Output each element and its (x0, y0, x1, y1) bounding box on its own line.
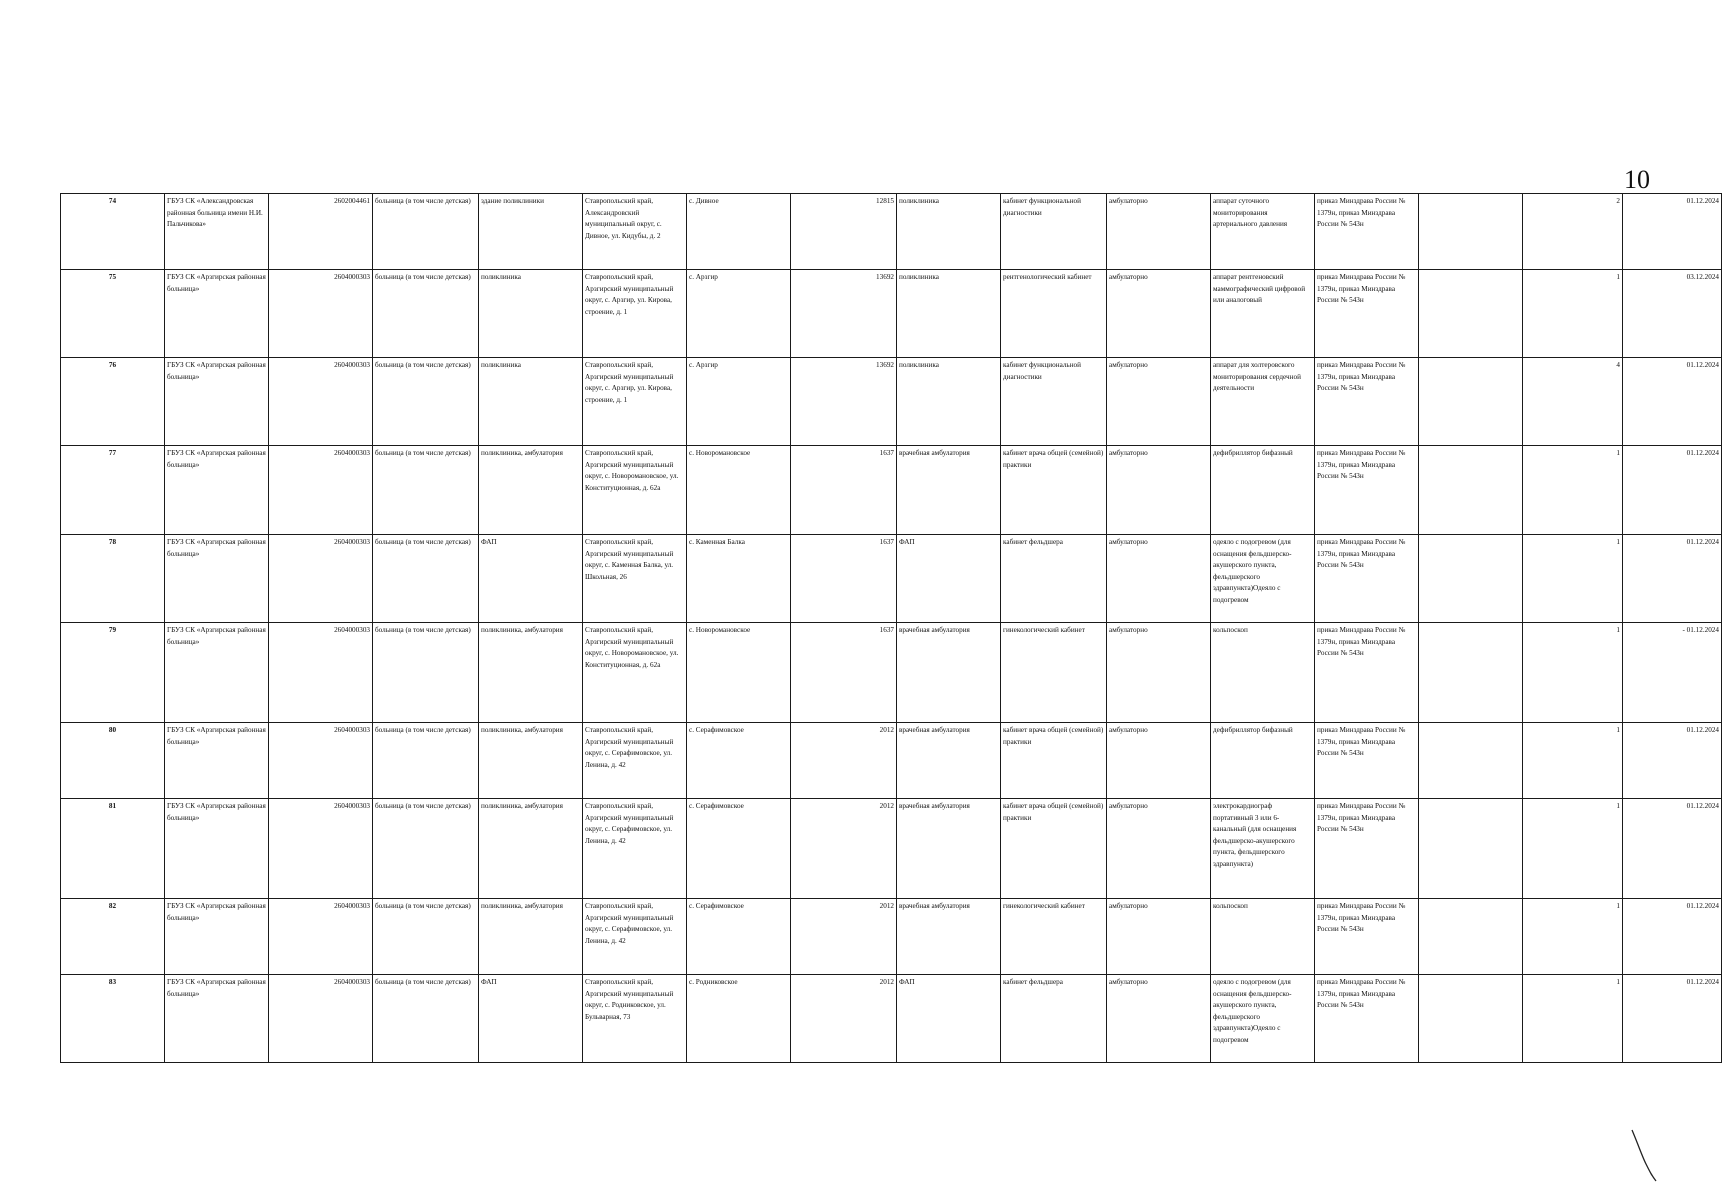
cell-address: Ставропольский край, Арзгирский муниципальный округ, с. Арзгир, ул. Кирова, строение, д. 1 (583, 358, 687, 446)
cell-division: поликлиника (897, 194, 1001, 270)
cell-inn: 2604000303 (269, 270, 373, 358)
cell-equipment: аппарат рентгеновский маммографический цифровой или аналоговый (1211, 270, 1315, 358)
cell-quantity: 4 (1523, 358, 1623, 446)
table-row (61, 623, 1722, 723)
cell-condition: амбулаторно (1107, 899, 1211, 975)
cell-org-type: больница (в том числе детская) (373, 446, 479, 535)
cell-population: 2012 (791, 899, 897, 975)
equipment-register-table (60, 193, 1722, 1063)
cell-organization: ГБУЗ СК «Арзгирская районная больница» (165, 270, 269, 358)
cell-population: 13692 (791, 358, 897, 446)
cell-quantity: 1 (1523, 899, 1623, 975)
cell-condition: амбулаторно (1107, 975, 1211, 1063)
cell-equipment: кольпоскоп (1211, 623, 1315, 723)
cell-blank (1419, 446, 1523, 535)
cell-address: Ставропольский край, Арзгирский муниципальный округ, с. Новоромановское, ул. Конституционная, д. 62а (583, 623, 687, 723)
cell-number: 75 (61, 270, 165, 358)
cell-condition: амбулаторно (1107, 723, 1211, 799)
cell-locality: с. Серафимовское (687, 723, 791, 799)
cell-order: приказ Минздрава России № 1379н, приказ Минздрава России № 543н (1315, 799, 1419, 899)
cell-address: Ставропольский край, Арзгирский муниципальный округ, с. Арзгир, ул. Кирова, строение, д. 1 (583, 270, 687, 358)
cell-number: 79 (61, 623, 165, 723)
cell-blank (1419, 799, 1523, 899)
cell-address: Ставропольский край, Арзгирский муниципальный округ, с. Серафимовское, ул. Ленина, д. 42 (583, 799, 687, 899)
cell-division: поликлиника (897, 270, 1001, 358)
cell-locality: с. Каменная Балка (687, 535, 791, 623)
cell-inn: 2604000303 (269, 723, 373, 799)
cell-equipment: дефибриллятор бифазный (1211, 723, 1315, 799)
cell-inn: 2604000303 (269, 358, 373, 446)
cell-division: врачебная амбулатория (897, 799, 1001, 899)
cell-order: приказ Минздрава России № 1379н, приказ Минздрава России № 543н (1315, 535, 1419, 623)
cell-organization: ГБУЗ СК «Арзгирская районная больница» (165, 899, 269, 975)
cell-organization: ГБУЗ СК «Александровская районная больница имени Н.И. Пальчикова» (165, 194, 269, 270)
cell-cabinet: кабинет функциональной диагностики (1001, 194, 1107, 270)
cell-condition: амбулаторно (1107, 799, 1211, 899)
cell-division: врачебная амбулатория (897, 723, 1001, 799)
cell-quantity: 1 (1523, 799, 1623, 899)
table-row (61, 270, 1722, 358)
cell-org-type: больница (в том числе детская) (373, 723, 479, 799)
cell-quantity: 1 (1523, 446, 1623, 535)
cell-unit: поликлиника, амбулатория (479, 723, 583, 799)
cell-order: приказ Минздрава России № 1379н, приказ Минздрава России № 543н (1315, 358, 1419, 446)
cell-equipment: аппарат суточного мониторирования артериального давления (1211, 194, 1315, 270)
cell-organization: ГБУЗ СК «Арзгирская районная больница» (165, 723, 269, 799)
cell-unit: поликлиника (479, 270, 583, 358)
cell-inn: 2602004461 (269, 194, 373, 270)
cell-quantity: 1 (1523, 270, 1623, 358)
cell-population: 1637 (791, 623, 897, 723)
cell-address: Ставропольский край, Арзгирский муниципальный округ, с. Серафимовское, ул. Ленина, д. 42 (583, 899, 687, 975)
cell-number: 74 (61, 194, 165, 270)
cell-equipment: одеяло с подогревом (для оснащения фельдшерско-акушерского пункта, фельдшерского здравпункта)Одеяло с подогревом (1211, 975, 1315, 1063)
cell-population: 2012 (791, 723, 897, 799)
cell-unit: ФАП (479, 535, 583, 623)
table-row (61, 358, 1722, 446)
cell-condition: амбулаторно (1107, 535, 1211, 623)
cell-order: приказ Минздрава России № 1379н, приказ Минздрава России № 543н (1315, 975, 1419, 1063)
cell-order: приказ Минздрава России № 1379н, приказ Минздрава России № 543н (1315, 194, 1419, 270)
table-row (61, 446, 1722, 535)
cell-date: 01.12.2024 (1623, 446, 1722, 535)
cell-cabinet: кабинет врача общей (семейной) практики (1001, 446, 1107, 535)
cell-organization: ГБУЗ СК «Арзгирская районная больница» (165, 535, 269, 623)
cell-cabinet: рентгенологический кабинет (1001, 270, 1107, 358)
cell-population: 12815 (791, 194, 897, 270)
cell-number: 82 (61, 899, 165, 975)
cell-address: Ставропольский край, Александровский муниципальный округ, с. Дивное, ул. Кидубы, д. 2 (583, 194, 687, 270)
cell-division: врачебная амбулатория (897, 623, 1001, 723)
cell-order: приказ Минздрава России № 1379н, приказ Минздрава России № 543н (1315, 723, 1419, 799)
cell-date: 01.12.2024 (1623, 975, 1722, 1063)
cell-locality: с. Арзгир (687, 358, 791, 446)
cell-date: 01.12.2024 (1623, 535, 1722, 623)
cell-org-type: больница (в том числе детская) (373, 270, 479, 358)
cell-blank (1419, 899, 1523, 975)
cell-order: приказ Минздрава России № 1379н, приказ Минздрава России № 543н (1315, 623, 1419, 723)
cell-equipment: электрокардиограф портативный 3 или 6-канальный (для оснащения фельдшерско-акушерского пункта, фельдшерского здравпункта) (1211, 799, 1315, 899)
cell-locality: с. Новоромановское (687, 623, 791, 723)
cell-equipment: одеяло с подогревом (для оснащения фельдшерско-акушерского пункта, фельдшерского здравпункта)Одеяло с подогревом (1211, 535, 1315, 623)
cell-org-type: больница (в том числе детская) (373, 899, 479, 975)
cell-blank (1419, 723, 1523, 799)
cell-org-type: больница (в том числе детская) (373, 358, 479, 446)
cell-cabinet: кабинет врача общей (семейной) практики (1001, 723, 1107, 799)
cell-inn: 2604000303 (269, 535, 373, 623)
cell-address: Ставропольский край, Арзгирский муниципальный округ, с. Родниковское, ул. Бульварная, 73 (583, 975, 687, 1063)
page-number: 10 (1624, 165, 1650, 194)
cell-condition: амбулаторно (1107, 270, 1211, 358)
cell-locality: с. Новоромановское (687, 446, 791, 535)
cell-population: 2012 (791, 799, 897, 899)
cell-division: поликлиника (897, 358, 1001, 446)
table-row (61, 975, 1722, 1063)
cell-population: 2012 (791, 975, 897, 1063)
table-row (61, 723, 1722, 799)
cell-cabinet: гинекологический кабинет (1001, 899, 1107, 975)
cell-equipment: кольпоскоп (1211, 899, 1315, 975)
cell-inn: 2604000303 (269, 799, 373, 899)
cell-population: 1637 (791, 535, 897, 623)
cell-unit: здание поликлиники (479, 194, 583, 270)
cell-locality: с. Серафимовское (687, 799, 791, 899)
cell-inn: 2604000303 (269, 975, 373, 1063)
cell-blank (1419, 535, 1523, 623)
table-row (61, 899, 1722, 975)
cell-division: ФАП (897, 975, 1001, 1063)
cell-locality: с. Арзгир (687, 270, 791, 358)
cell-quantity: 1 (1523, 535, 1623, 623)
cell-number: 76 (61, 358, 165, 446)
cell-population: 1637 (791, 446, 897, 535)
cell-order: приказ Минздрава России № 1379н, приказ Минздрава России № 543н (1315, 270, 1419, 358)
cell-order: приказ Минздрава России № 1379н, приказ Минздрава России № 543н (1315, 446, 1419, 535)
cell-cabinet: кабинет фельдшера (1001, 535, 1107, 623)
cell-organization: ГБУЗ СК «Арзгирская районная больница» (165, 975, 269, 1063)
table-row (61, 799, 1722, 899)
cell-date: 01.12.2024 (1623, 799, 1722, 899)
cell-blank (1419, 270, 1523, 358)
cell-condition: амбулаторно (1107, 194, 1211, 270)
cell-date: 03.12.2024 (1623, 270, 1722, 358)
cell-unit: поликлиника (479, 358, 583, 446)
cell-unit: поликлиника, амбулатория (479, 623, 583, 723)
cell-inn: 2604000303 (269, 623, 373, 723)
cell-organization: ГБУЗ СК «Арзгирская районная больница» (165, 799, 269, 899)
cell-number: 80 (61, 723, 165, 799)
cell-organization: ГБУЗ СК «Арзгирская районная больница» (165, 623, 269, 723)
cell-quantity: 1 (1523, 623, 1623, 723)
cell-equipment: аппарат для холтеровского мониторирования сердечной деятельности (1211, 358, 1315, 446)
cell-number: 81 (61, 799, 165, 899)
cell-number: 77 (61, 446, 165, 535)
cell-locality: с. Родниковское (687, 975, 791, 1063)
cell-org-type: больница (в том числе детская) (373, 975, 479, 1063)
cell-org-type: больница (в том числе детская) (373, 623, 479, 723)
cell-blank (1419, 358, 1523, 446)
cell-quantity: 2 (1523, 194, 1623, 270)
cell-inn: 2604000303 (269, 899, 373, 975)
cell-unit: поликлиника, амбулатория (479, 899, 583, 975)
cell-locality: с. Серафимовское (687, 899, 791, 975)
cell-unit: ФАП (479, 975, 583, 1063)
cell-number: 78 (61, 535, 165, 623)
cell-condition: амбулаторно (1107, 446, 1211, 535)
cell-unit: поликлиника, амбулатория (479, 799, 583, 899)
table-body (61, 194, 1722, 1063)
cell-address: Ставропольский край, Арзгирский муниципальный округ, с. Новоромановское, ул. Конституционная, д. 62а (583, 446, 687, 535)
cell-quantity: 1 (1523, 723, 1623, 799)
table-row (61, 535, 1722, 623)
cell-division: врачебная амбулатория (897, 446, 1001, 535)
cell-cabinet: гинекологический кабинет (1001, 623, 1107, 723)
cell-organization: ГБУЗ СК «Арзгирская районная больница» (165, 446, 269, 535)
cell-date: 01.12.2024 (1623, 358, 1722, 446)
cell-cabinet: кабинет функциональной диагностики (1001, 358, 1107, 446)
cell-division: врачебная амбулатория (897, 899, 1001, 975)
cell-order: приказ Минздрава России № 1379н, приказ Минздрава России № 543н (1315, 899, 1419, 975)
pen-mark (1630, 1128, 1658, 1183)
cell-unit: поликлиника, амбулатория (479, 446, 583, 535)
cell-org-type: больница (в том числе детская) (373, 799, 479, 899)
table-row (61, 194, 1722, 270)
cell-organization: ГБУЗ СК «Арзгирская районная больница» (165, 358, 269, 446)
cell-blank (1419, 194, 1523, 270)
cell-condition: амбулаторно (1107, 358, 1211, 446)
cell-date: 01.12.2024 (1623, 723, 1722, 799)
cell-inn: 2604000303 (269, 446, 373, 535)
cell-equipment: дефибриллятор бифазный (1211, 446, 1315, 535)
cell-cabinet: кабинет фельдшера (1001, 975, 1107, 1063)
cell-address: Ставропольский край, Арзгирский муниципальный округ, с. Каменная Балка, ул. Школьная, 26 (583, 535, 687, 623)
cell-address: Ставропольский край, Арзгирский муниципальный округ, с. Серафимовское, ул. Ленина, д. 42 (583, 723, 687, 799)
cell-blank (1419, 623, 1523, 723)
cell-division: ФАП (897, 535, 1001, 623)
cell-quantity: 1 (1523, 975, 1623, 1063)
cell-number: 83 (61, 975, 165, 1063)
cell-locality: с. Дивное (687, 194, 791, 270)
cell-date: - 01.12.2024 (1623, 623, 1722, 723)
cell-org-type: больница (в том числе детская) (373, 535, 479, 623)
cell-population: 13692 (791, 270, 897, 358)
cell-date: 01.12.2024 (1623, 899, 1722, 975)
cell-condition: амбулаторно (1107, 623, 1211, 723)
cell-date: 01.12.2024 (1623, 194, 1722, 270)
cell-cabinet: кабинет врача общей (семейной) практики (1001, 799, 1107, 899)
cell-org-type: больница (в том числе детская) (373, 194, 479, 270)
cell-blank (1419, 975, 1523, 1063)
